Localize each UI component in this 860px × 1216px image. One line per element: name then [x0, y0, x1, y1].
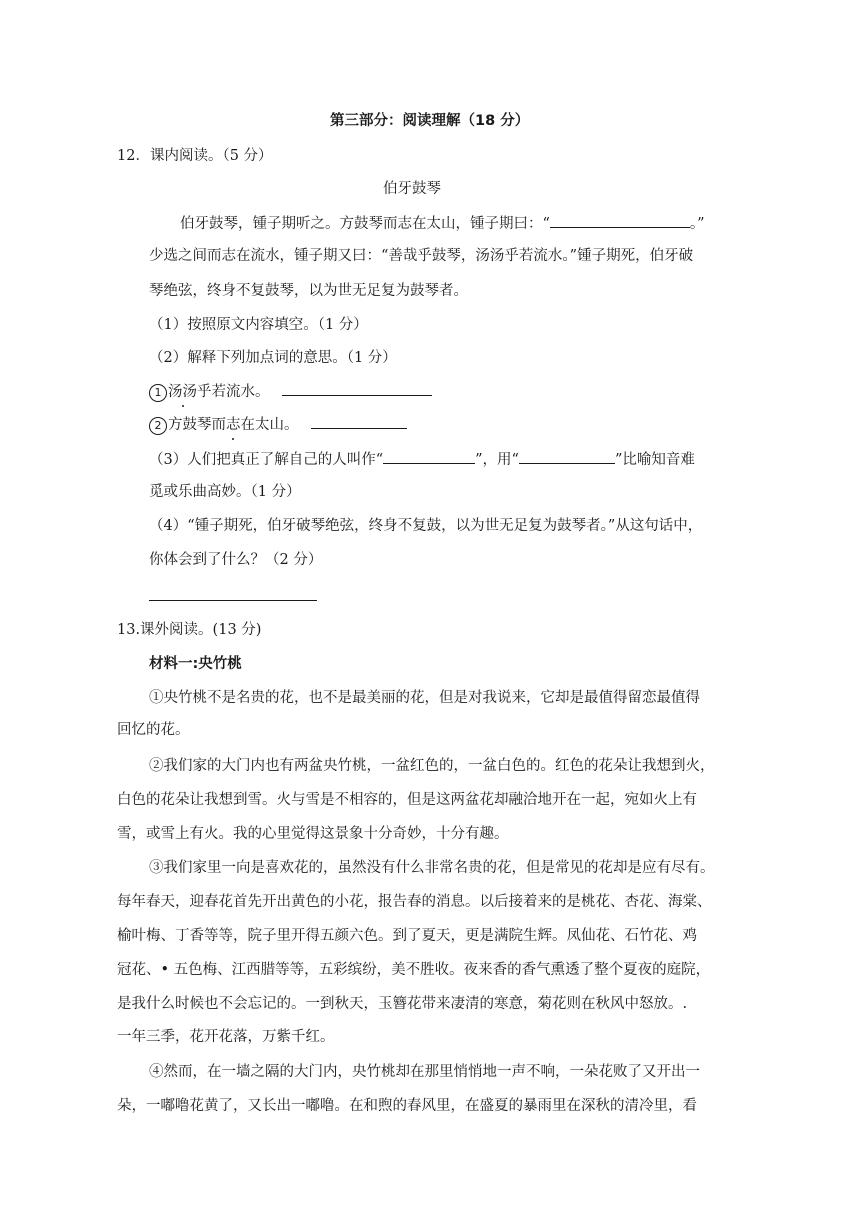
q13-line-13: 朵，一嘟噜花黄了，又长出一嘟噜。在和煦的春风里，在盛夏的暴雨里在深秋的清冷里，看: [117, 1098, 697, 1114]
q13-line-2: 回忆的花。: [117, 722, 190, 738]
answer-blank-2[interactable]: [282, 380, 432, 396]
material-title: 材料一:央竹桃: [149, 656, 242, 672]
section-title: 第三部分：阅读理解（18 分）: [330, 113, 530, 129]
q12-item-2-pre: 方鼓琴而: [168, 417, 226, 433]
q12-sub3-b: ”，用“: [475, 452, 519, 468]
q13-line-5: 雪，或雪上有火。我的心里觉得这景象十分奇妙，十分有趣。: [117, 826, 509, 842]
dotted-word-2: 志: [226, 417, 241, 433]
q12-item-2: [149, 413, 407, 435]
q12-sub2: （2）解释下列加点词的意思。（1 分）: [149, 350, 397, 366]
q12-sub3-c: ”比喻知音难: [614, 452, 695, 468]
q12-sub4-line1: （4）“锺子期死，伯牙破琴绝弦，终身不复鼓，以为世无足复为鼓琴者。”从这句话中，: [149, 518, 703, 534]
passage-line-3: 琴绝弦，终身不复鼓琴，以为世无足复为鼓琴者。: [149, 283, 468, 299]
answer-blank-4[interactable]: [383, 448, 475, 464]
answer-blank-1[interactable]: [550, 212, 690, 228]
q12-sub3-line2: 觅或乐曲高妙。（1 分）: [149, 484, 301, 500]
q13-line-6: ③我们家里一向是喜欢花的，虽然没有什么非常名贵的花，但是常见的花却是应有尽有。: [149, 860, 715, 876]
q13-line-12: ④然而，在一墙之隔的大门内，央竹桃却在那里悄悄地一声不响，一朵花败了又开出一: [149, 1064, 700, 1080]
q13-line-10: 是我什么时候也不会忘记的。一到秋天，玉簪花带来凄清的寒意，菊花则在秋风中怒放。.: [117, 996, 688, 1012]
q12-item-1: [149, 380, 432, 402]
passage-title: 伯牙鼓琴: [383, 181, 441, 197]
q12-sub3: [149, 448, 695, 470]
q13-line-4: 白色的花朵让我想到雪。火与雪是不相容的，但是这两盆花却融洽地开在一起，宛如火上有: [117, 792, 697, 808]
passage-line-1-end: 。”: [689, 216, 705, 232]
q13-line-7: 每年春天，迎春花首先开出黄色的小花，报告春的消息。以后接着来的是桃花、杏花、海棠、: [117, 894, 712, 910]
q12-heading: 12．课内阅读。（5 分）: [117, 148, 273, 164]
circled-number-2: 2: [149, 417, 167, 435]
q13-line-9: 冠花、• 五色梅、江西腊等等，五彩缤纷，美不胜收。夜来香的香气熏透了整个夏夜的庭院，: [117, 962, 711, 978]
passage-line-2: 少选之间而志在流水，锺子期又曰：“善哉乎鼓琴，汤汤乎若流水。”锺子期死，伯牙破: [149, 248, 694, 264]
q12-sub4-line2: 你体会到了什么？（2 分）: [149, 552, 323, 568]
q12-item-1-text: 乎若流水。: [197, 384, 270, 400]
q13-line-3: ②我们家的大门内也有两盆央竹桃，一盆红色的，一盆白色的。红色的花朵让我想到火，: [149, 758, 715, 774]
q12-sub1: （1）按照原文内容填空。（1 分）: [149, 317, 368, 333]
q13-heading: 13.课外阅读。(13 分): [117, 622, 262, 638]
answer-blank-5[interactable]: [519, 448, 615, 464]
q13-line-1: ①央竹桃不是名贵的花，也不是最美丽的花，但是对我说来，它却是最值得留恋最值得: [149, 690, 700, 706]
q12-sub3-a: （3）人们把真正了解自己的人叫作“: [149, 452, 384, 468]
circled-number-1: 1: [149, 384, 167, 402]
q12-item-2-text: 在太山。: [240, 417, 299, 433]
passage-line-1-text: 伯牙鼓琴，锺子期听之。方鼓琴而志在太山，锺子期曰：“: [180, 216, 550, 232]
q13-line-8: 榆叶梅、丁香等等，院子里开得五颜六色。到了夏天，更是满院生辉。凤仙花、石竹花、鸡: [117, 928, 697, 944]
answer-blank-3[interactable]: [311, 413, 407, 429]
answer-line[interactable]: [149, 600, 317, 601]
passage-line-1: [180, 212, 705, 234]
q13-line-11: 一年三季，花开花落，万紫千红。: [117, 1029, 335, 1045]
dotted-word-1: 汤汤: [168, 384, 197, 400]
